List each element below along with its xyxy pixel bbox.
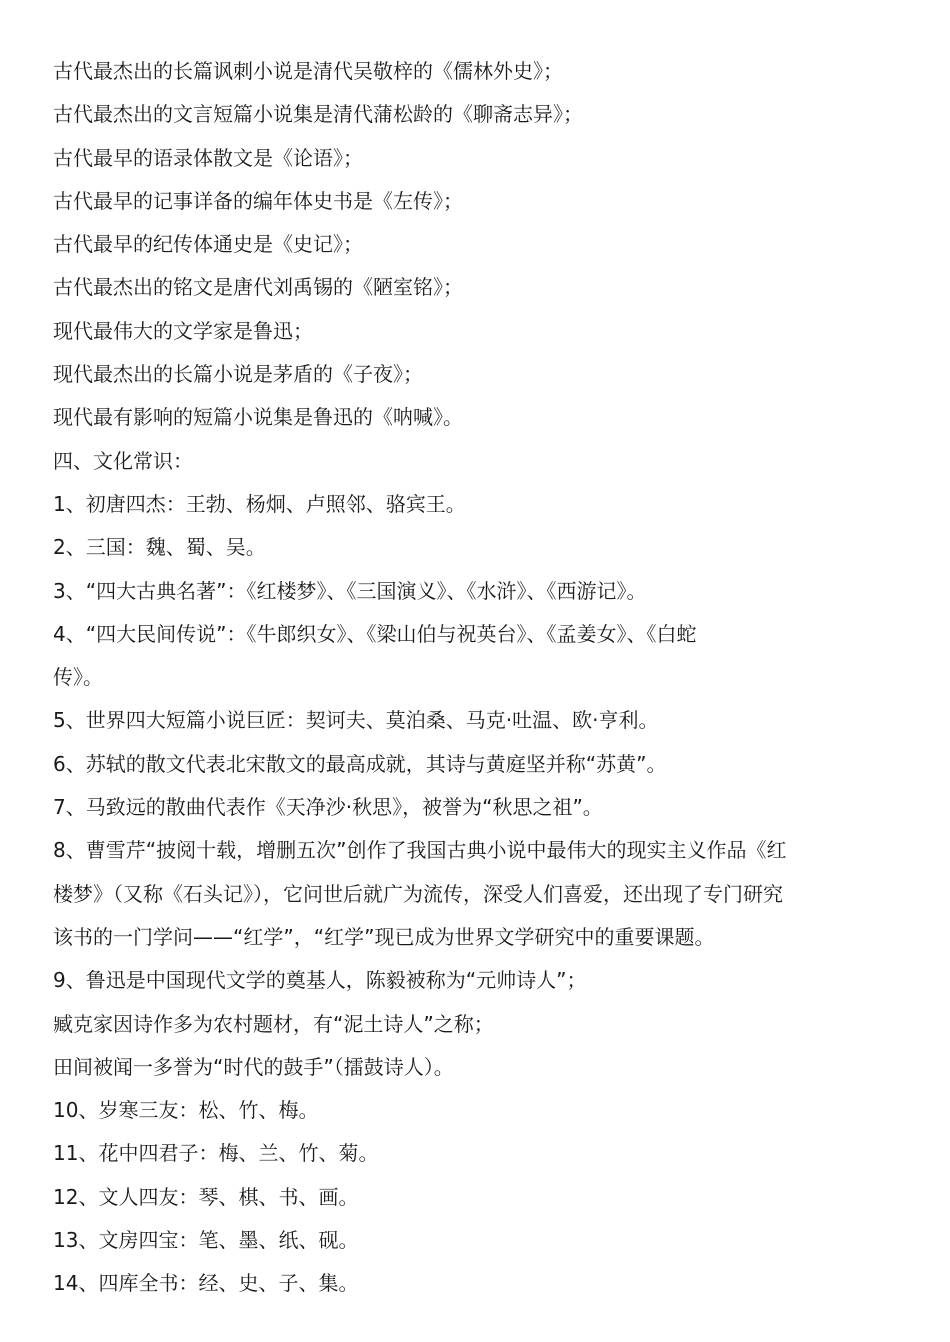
list-item-continuation: 臧克家因诗作多为农村题材，有“泥土诗人”之称； xyxy=(53,1011,494,1036)
list-item-continuation: 田间被闻一多誉为“时代的鼓手”（擂鼓诗人）。 xyxy=(53,1054,454,1079)
list-item: 13、文房四宝：笔、墨、纸、砚。 xyxy=(53,1228,359,1253)
list-item: 14、四库全书：经、史、子、集。 xyxy=(53,1271,359,1296)
text-line: 古代最杰出的长篇讽刺小说是清代吴敬梓的《儒林外史》； xyxy=(53,59,563,83)
list-item: 8、曹雪芹“披阅十载，增删五次”创作了我国古典小说中最伟大的现实主义作品《红 xyxy=(53,838,787,863)
list-item: 4、“四大民间传说”：《牛郎织女》、《梁山伯与祝英台》、《孟姜女》、《白蛇 xyxy=(53,621,697,646)
text-line: 现代最伟大的文学家是鲁迅； xyxy=(53,318,313,343)
list-item: 12、文人四友：琴、棋、书、画。 xyxy=(53,1184,359,1209)
text-line: 古代最早的纪传体通史是《史记》； xyxy=(53,232,363,257)
text-line: 现代最杰出的长篇小说是茅盾的《子夜》； xyxy=(53,362,423,387)
list-item: 5、世界四大短篇小说巨匠：契诃夫、莫泊桑、马克·吐温、欧·亨利。 xyxy=(53,708,659,733)
list-item-continuation: 该书的一门学问——“红学”，“红学”现已成为世界文学研究中的重要课题。 xyxy=(53,924,715,949)
list-item-continuation: 传》。 xyxy=(53,665,103,690)
list-item: 1、初唐四杰：王勃、杨炯、卢照邻、骆宾王。 xyxy=(53,491,466,516)
text-line: 现代最有影响的短篇小说集是鲁迅的《呐喊》。 xyxy=(53,405,463,430)
list-item: 2、三国：魏、蜀、吴。 xyxy=(53,535,266,560)
text-line: 古代最杰出的文言短篇小说集是清代蒲松龄的《聊斋志异》； xyxy=(53,102,583,127)
list-item: 9、鲁迅是中国现代文学的奠基人，陈毅被称为“元帅诗人”； xyxy=(53,968,587,993)
text-line: 古代最早的语录体散文是《论语》； xyxy=(53,145,363,170)
document-body xyxy=(53,52,913,1308)
list-item-continuation: 楼梦》（又称《石头记》），它问世后就广为流传，深受人们喜爱，还出现了专门研究 xyxy=(53,881,783,906)
text-line: 古代最杰出的铭文是唐代刘禹锡的《陋室铭》； xyxy=(53,275,463,300)
list-item: 7、马致远的散曲代表作《天净沙·秋思》，被誉为“秋思之祖”。 xyxy=(53,795,603,820)
list-item: 6、苏轼的散文代表北宋散文的最高成就，其诗与黄庭坚并称“苏黄”。 xyxy=(53,751,667,776)
list-item: 3、“四大古典名著”：《红楼梦》、《三国演义》、《水浒》、《西游记》。 xyxy=(53,578,647,603)
section-heading: 四、文化常识： xyxy=(53,448,193,473)
text-line: 古代最早的记事详备的编年体史书是《左传》； xyxy=(53,188,463,213)
list-item: 11、花中四君子：梅、兰、竹、菊。 xyxy=(53,1141,379,1166)
list-item: 10、岁寒三友：松、竹、梅。 xyxy=(53,1098,319,1123)
